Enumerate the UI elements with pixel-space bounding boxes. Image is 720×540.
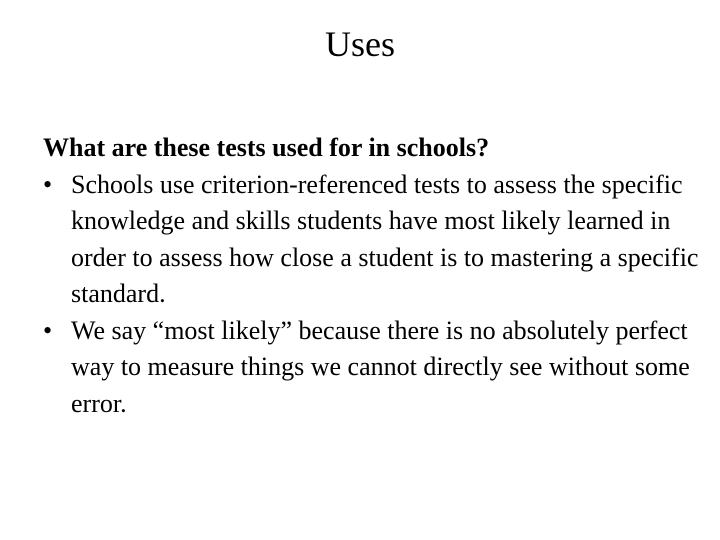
question-heading: What are these tests used for in schools? <box>43 133 490 162</box>
bullet-list <box>43 167 703 423</box>
slide-title: Uses <box>325 24 395 64</box>
bullet-icon: • <box>43 315 53 345</box>
bullet-item-most-likely <box>43 313 703 423</box>
bullet-text: Schools use criterion-referenced tests to assess the specific knowledge and skills students have most likely learned in order to assess how close a student is to mastering a specific standard. <box>71 169 699 308</box>
bullet-icon: • <box>43 169 53 199</box>
bullet-item-criterion-tests <box>43 167 703 313</box>
slide-body <box>43 130 703 422</box>
bullet-text: We say “most likely” because there is no absolutely perfect way to measure things we cannot directly see without some error. <box>71 315 690 418</box>
